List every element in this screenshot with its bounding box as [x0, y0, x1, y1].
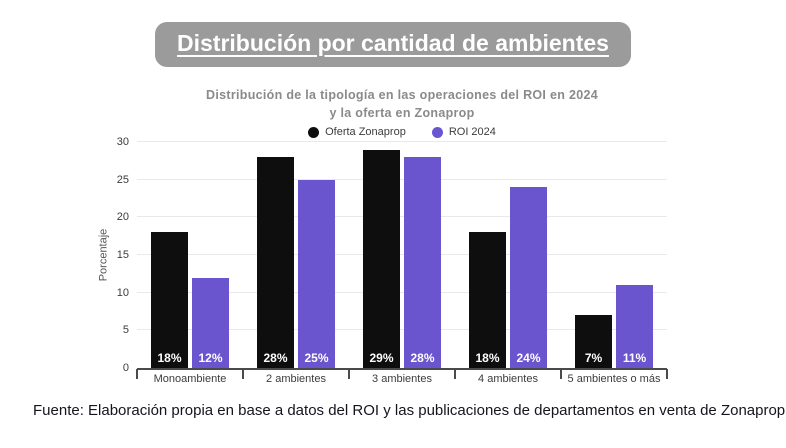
bar-value-label: 12% [198, 351, 223, 365]
bar-value-label: 25% [304, 351, 329, 365]
bar [363, 150, 400, 368]
bar [469, 232, 506, 368]
category-label: Monoambiente [153, 373, 227, 385]
legend-swatch-icon [432, 127, 443, 138]
legend-label: ROI 2024 [448, 126, 496, 138]
bar-value-label: 28% [263, 351, 288, 365]
chart-title-line2: y la oferta en Zonaprop [329, 106, 475, 121]
category-label: 5 ambientes o más [567, 373, 661, 385]
chart-title-line1: Distribución de la tipología en las operaciones del ROI en 2024 [206, 88, 598, 102]
bar [257, 157, 294, 368]
bar [404, 157, 441, 368]
y-tick-label: 10 [116, 286, 129, 299]
page-title-text: Distribución por cantidad de ambientes [177, 30, 609, 56]
bar [298, 180, 335, 368]
y-tick-label: 25 [116, 173, 129, 186]
bar-value-label: 29% [369, 351, 394, 365]
chart-legend [137, 126, 667, 138]
x-axis-line [137, 368, 667, 370]
bar-group [455, 142, 561, 368]
bar [192, 278, 229, 368]
bar-value-label: 28% [410, 351, 435, 365]
y-tick-label: 0 [122, 362, 129, 374]
y-tick-label: 20 [116, 211, 129, 224]
bar-value-label: 7% [584, 351, 603, 365]
y-tick-label: 5 [122, 324, 129, 337]
bar [575, 315, 612, 368]
y-tick-label: 30 [116, 136, 129, 148]
bar [616, 285, 653, 368]
bar-group [561, 142, 667, 368]
legend-label: Oferta Zonaprop [325, 126, 406, 138]
bar-value-label: 24% [516, 351, 541, 365]
chart-title [117, 86, 687, 122]
bar-value-label: 11% [622, 351, 647, 365]
bar-value-label: 18% [157, 351, 182, 365]
bar-group [349, 142, 455, 368]
legend-swatch-icon [308, 127, 319, 138]
category-label: 4 ambientes [478, 373, 538, 385]
bar-value-label: 18% [475, 351, 500, 365]
bar-group [137, 142, 243, 368]
legend-item [432, 126, 496, 138]
bar [151, 232, 188, 368]
category-label: 3 ambientes [372, 373, 432, 385]
page-title [155, 22, 631, 67]
source-note: Fuente: Elaboración propia en base a datos del ROI y las publicaciones de departamentos en venta de Zonaprop [33, 402, 786, 419]
category-label: 2 ambientes [266, 373, 326, 385]
plot-area [97, 136, 667, 385]
y-axis-label: Porcentaje [97, 228, 110, 282]
y-tick-label: 15 [116, 249, 129, 261]
bar-group [243, 142, 349, 368]
bar [510, 187, 547, 368]
legend-item [308, 126, 406, 138]
